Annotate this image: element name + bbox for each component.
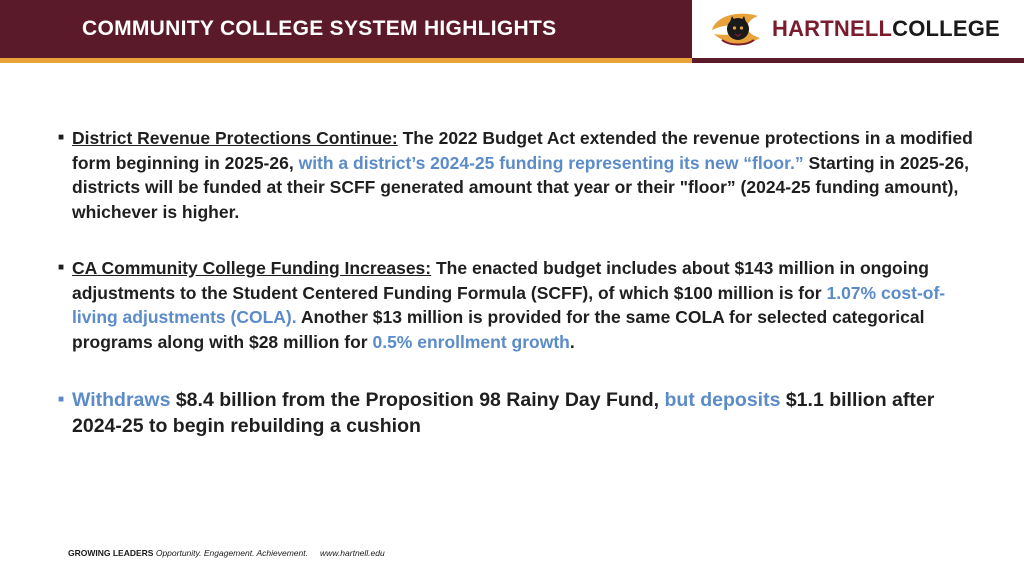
accent-stripe-maroon xyxy=(692,58,1024,63)
accent-stripe-gold xyxy=(0,58,692,63)
square-bullet-icon: ■ xyxy=(58,132,65,143)
bullet-revenue-protections: ■ District Revenue Protections Continue: The 2022 Budget Act extended the revenue protections in a modified form beginning in 2025-26, with a district’s 2024-25 funding representing its new “floor.” Starting in 2025-26, districts will be funded at their SCFF generated amount that year or their "floor” (2024-25 funding amount), whichever is higher. xyxy=(58,126,978,224)
header xyxy=(0,0,1024,58)
bullet-heading: District Revenue Protections Continue: xyxy=(72,128,398,148)
footer-tagline: Opportunity. Engagement. Achievement. xyxy=(153,548,308,558)
highlight-text: 0.5% enrollment growth xyxy=(372,331,570,352)
square-bullet-icon: ■ xyxy=(58,262,65,273)
panther-logo-icon xyxy=(708,8,764,50)
bullet-heading: CA Community College Funding Increases: xyxy=(72,258,432,278)
square-bullet-icon: ■ xyxy=(58,394,65,405)
highlight-text: but deposits xyxy=(664,389,781,411)
title-bar xyxy=(0,0,692,58)
footer-url[interactable]: www.hartnell.edu xyxy=(320,548,385,558)
logo xyxy=(692,0,1024,58)
footer-label: GROWING LEADERS xyxy=(68,548,154,558)
bullet-list xyxy=(58,126,978,439)
slide-title: COMMUNITY COLLEGE SYSTEM HIGHLIGHTS xyxy=(82,17,557,40)
bullet-funding-increases: ■ CA Community College Funding Increases: The enacted budget includes about $143 million in ongoing adjustments to the Student Centered Funding Formula (SCFF), of which $100 million is for 1.07% cost-of-living adjustments (COLA). Another $13 million is provided for the same COLA for selected categorical programs along with $28 million for 0.5% enrollment growth. xyxy=(58,256,978,354)
highlight-text: 1.07% cost-of-living adjustments (COLA). xyxy=(72,282,946,327)
logo-wordmark: HARTNELLCOLLEGE xyxy=(772,16,1000,41)
highlight-text: with a district’s 2024-25 funding representing its new “floor.” xyxy=(298,152,804,173)
highlight-text: Withdraws xyxy=(72,389,171,411)
bullet-rainy-day-fund: ■ Withdraws $8.4 billion from the Proposition 98 Rainy Day Fund, but deposits $1.1 billion after 2024-25 to begin rebuilding a cushion xyxy=(58,389,935,437)
footer xyxy=(68,548,385,558)
